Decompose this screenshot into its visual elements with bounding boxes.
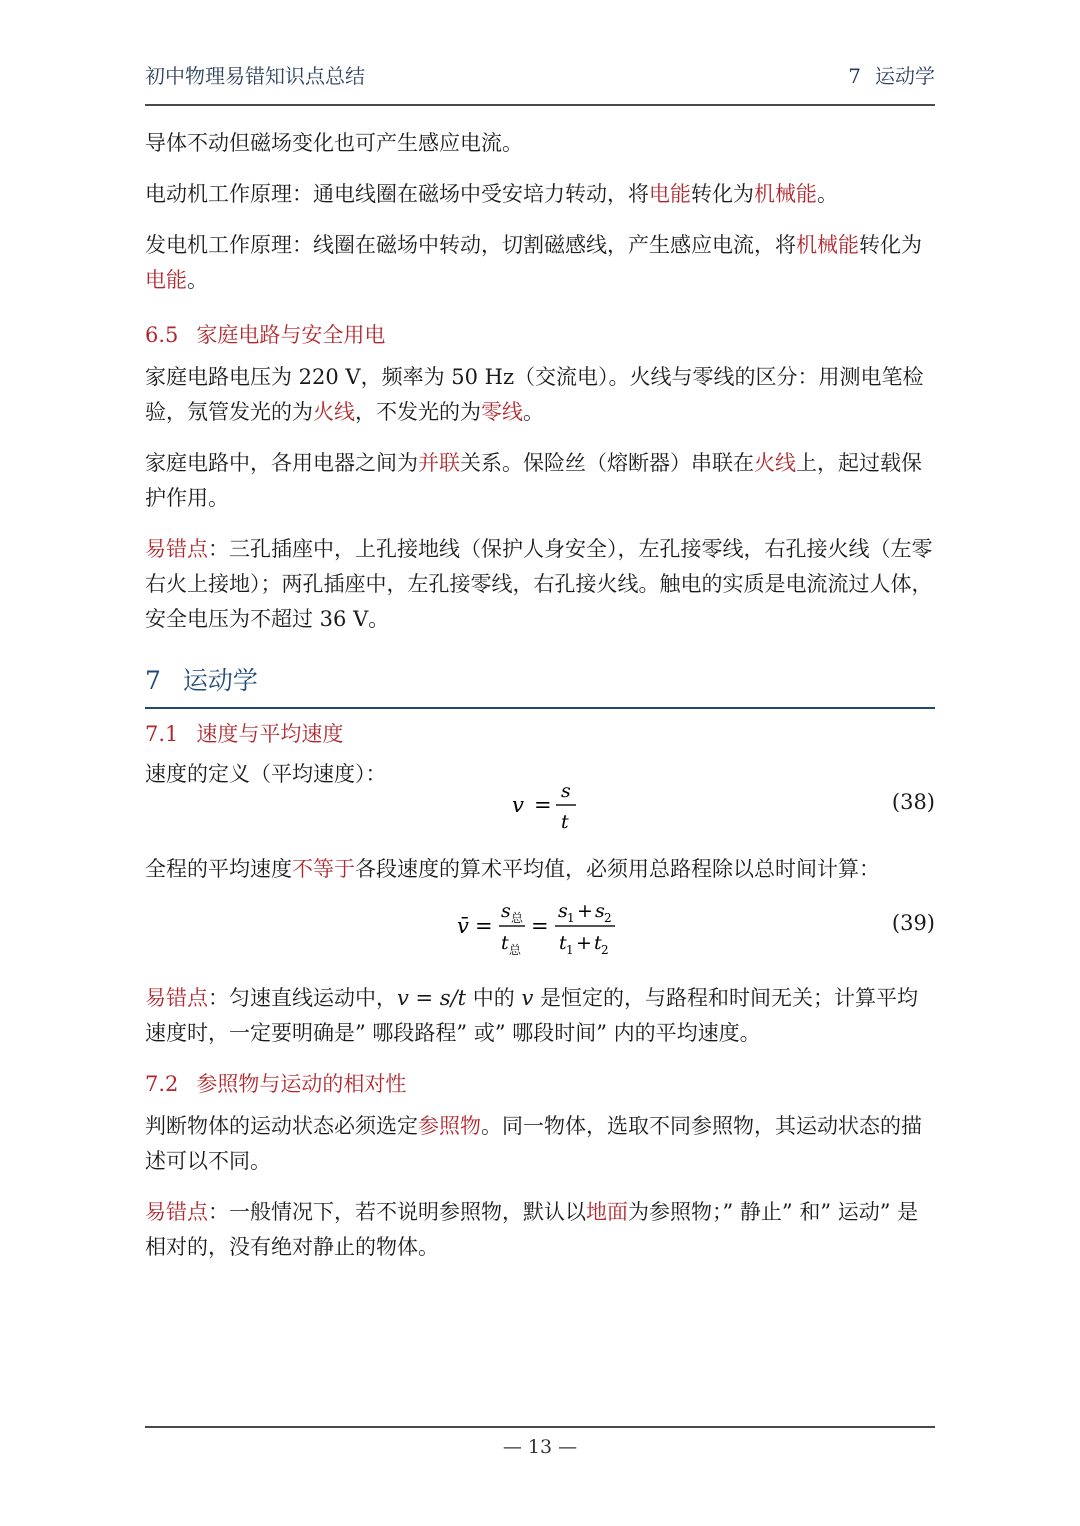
highlight-term: 零线 — [481, 400, 523, 424]
inline-math: v = s/t — [397, 986, 467, 1010]
highlight-term: 机械能 — [796, 233, 859, 257]
section-heading-7: 7 运动学 — [145, 663, 935, 709]
page-body — [145, 122, 935, 1265]
svg-text:2: 2 — [601, 943, 609, 957]
svg-text:t: t — [501, 932, 509, 954]
highlight-term: 并联 — [418, 451, 460, 475]
svg-text:=: = — [475, 914, 493, 938]
paragraph-generator: 发电机工作原理：线圈在磁场中转动，切割磁感线，产生感应电流，将机械能转化为电能。 — [145, 233, 922, 292]
svg-text:总: 总 — [511, 911, 524, 925]
subsection-heading-7-2: 7.2 参照物与运动的相对性 — [145, 1072, 407, 1096]
svg-text:+: + — [576, 932, 592, 954]
paragraph-relative-motion-warning: 易错点：一般情况下，若不说明参照物，默认以地面为参照物；” 静止” 和” 运动” 是相对的，没有绝对静止的物体。 — [145, 1200, 919, 1259]
paragraph-motor: 电动机工作原理：通电线圈在磁场中受安培力转动，将电能转化为机械能。 — [145, 182, 838, 206]
subsection-heading-6-5: 6.5 家庭电路与安全用电 — [145, 323, 386, 347]
svg-text:s: s — [501, 900, 511, 922]
svg-text:=: = — [531, 914, 549, 938]
average-velocity-formula — [455, 895, 635, 961]
warning-label: 易错点 — [145, 986, 208, 1010]
svg-text:2: 2 — [604, 911, 612, 925]
running-chapter-number: 7 — [848, 64, 861, 88]
svg-text:1: 1 — [566, 943, 574, 957]
highlight-term: 电能 — [145, 268, 187, 292]
warning-label: 易错点 — [145, 537, 208, 561]
highlight-term: 参照物 — [418, 1114, 481, 1138]
highlight-term: 火线 — [313, 400, 355, 424]
svg-text:s: s — [561, 780, 571, 802]
svg-text:=: = — [534, 793, 552, 817]
inline-math: v — [521, 986, 534, 1010]
paragraph-induction: 导体不动但磁场变化也可产生感应电流。 — [145, 131, 523, 155]
equation-number: (39) — [891, 911, 935, 935]
svg-text:t: t — [559, 932, 567, 954]
svg-text:s: s — [558, 900, 568, 922]
page-number: — 13 — — [502, 1436, 578, 1458]
highlight-term: 地面 — [586, 1200, 628, 1224]
svg-text:s: s — [595, 900, 605, 922]
highlight-term: 火线 — [754, 451, 796, 475]
running-chapter — [848, 60, 935, 89]
page-footer — [145, 1426, 935, 1458]
svg-text:总: 总 — [509, 943, 522, 957]
highlight-term: 不等于 — [292, 857, 355, 881]
paragraph-velocity-definition: 速度的定义（平均速度）： — [145, 762, 387, 786]
paragraph-household-voltage: 家庭电路电压为 220 V，频率为 50 Hz（交流电）。火线与零线的区分：用测电笔检验，氖管发光的为火线，不发光的为零线。 — [145, 365, 924, 424]
velocity-formula — [510, 776, 600, 836]
highlight-term: 机械能 — [754, 182, 817, 206]
paragraph-reference-frame: 判断物体的运动状态必须选定参照物。同一物体，选取不同参照物，其运动状态的描述可以不同。 — [145, 1114, 922, 1173]
subsection-heading-7-1: 7.1 速度与平均速度 — [145, 722, 344, 746]
paragraph-parallel-circuit: 家庭电路中，各用电器之间为并联关系。保险丝（熔断器）串联在火线上，起过载保护作用。 — [145, 451, 922, 510]
paragraph-socket-warning: 易错点：三孔插座中，上孔接地线（保护人身安全），左孔接零线，右孔接火线（左零右火上接地）；两孔插座中，左孔接零线，右孔接火线。触电的实质是电流流过人体，安全电压为不超过 36 V。 — [145, 537, 933, 631]
svg-text:t: t — [561, 811, 569, 833]
svg-text:t: t — [594, 932, 602, 954]
svg-text:+: + — [577, 900, 593, 922]
equation-38 — [145, 776, 935, 836]
running-chapter-name: 运动学 — [875, 64, 935, 88]
equation-number: (38) — [891, 790, 935, 814]
svg-text:1: 1 — [567, 911, 575, 925]
equation-39 — [145, 895, 935, 961]
page-header — [145, 52, 935, 106]
warning-label: 易错点 — [145, 1200, 208, 1224]
paragraph-uniform-motion-warning: 易错点：匀速直线运动中，v = s/t 中的 v 是恒定的，与路程和时间无关；计算平均速度时，一定要明确是” 哪段路程” 或” 哪段时间” 内的平均速度。 — [145, 986, 919, 1045]
document-title: 初中物理易错知识点总结 — [145, 64, 365, 88]
svg-text:v: v — [512, 793, 524, 817]
svg-text:v̄: v̄ — [457, 914, 469, 938]
paragraph-average-velocity: 全程的平均速度不等于各段速度的算术平均值，必须用总路程除以总时间计算： — [145, 857, 880, 881]
highlight-term: 电能 — [649, 182, 691, 206]
